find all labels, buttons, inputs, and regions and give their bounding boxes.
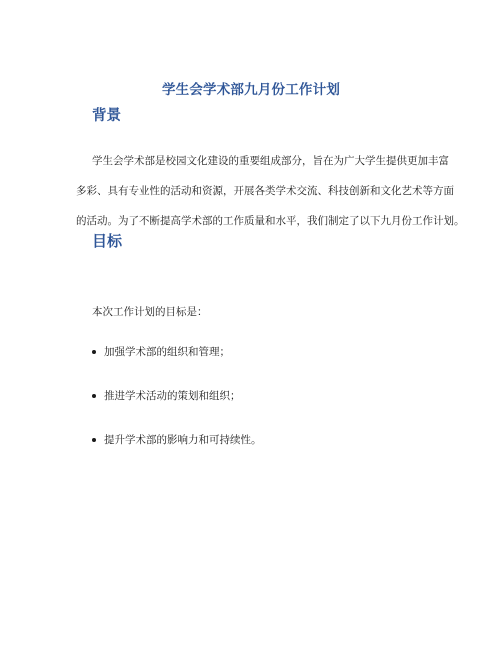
bullet-icon <box>92 394 96 398</box>
list-item <box>92 433 262 447</box>
list-item <box>92 345 262 359</box>
list-item <box>92 389 262 403</box>
document-title: 学生会学术部九月份工作计划 <box>161 82 341 98</box>
paragraph-line: 学生会学术部是校园文化建设的重要组成部分，旨在为广大学生提供更加丰富 <box>92 155 449 167</box>
list-item-text: 推进学术活动的策划和组织； <box>104 390 241 402</box>
goals-intro: 本次工作计划的目标是： <box>92 306 208 318</box>
section-heading-goals: 目标 <box>92 232 123 250</box>
list-item-text: 提升学术部的影响力和可持续性。 <box>104 434 262 446</box>
goals-list <box>92 345 262 477</box>
section-heading-background: 背景 <box>92 108 121 124</box>
paragraph-line: 多彩、具有专业性的活动和资源，开展各类学术交流、科技创新和文化艺术等方面 <box>76 185 454 197</box>
list-item-text: 加强学术部的组织和管理； <box>104 346 230 358</box>
bullet-icon <box>92 350 96 354</box>
bullet-icon <box>92 438 96 442</box>
paragraph-line: 的活动。为了不断提高学术部的工作质量和水平，我们制定了以下九月份工作计划。 <box>76 215 465 227</box>
